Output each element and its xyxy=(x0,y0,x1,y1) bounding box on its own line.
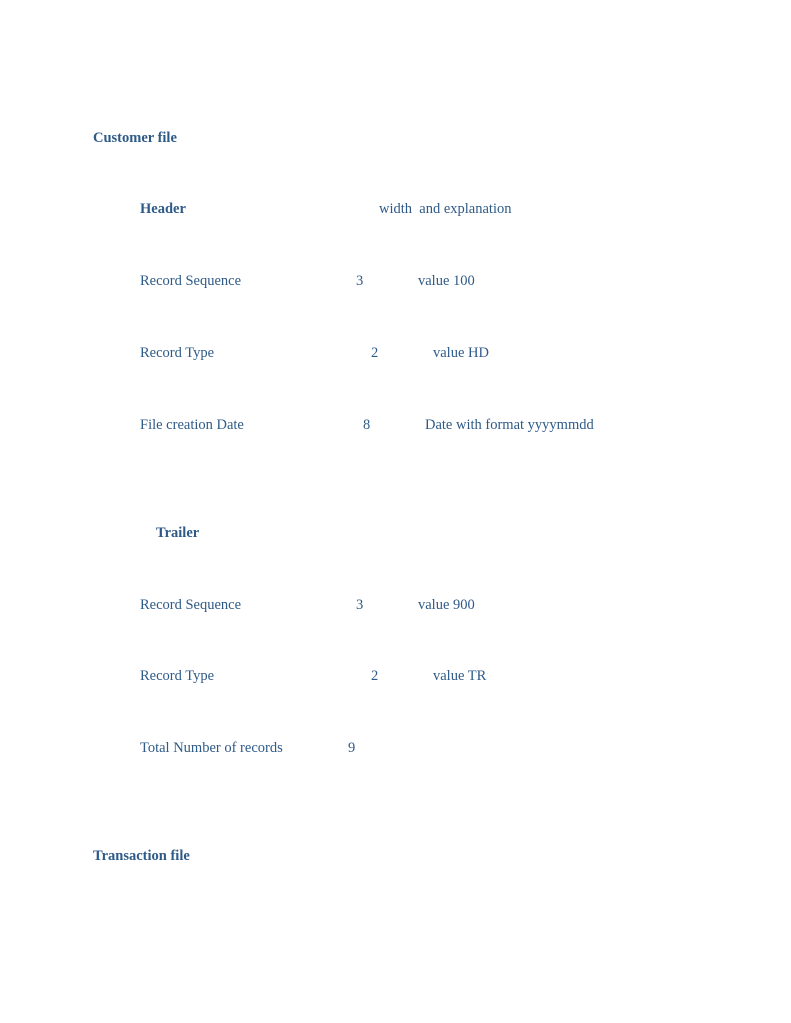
width-explanation-note: width and explanation xyxy=(379,201,512,217)
trailer-section-title: Trailer xyxy=(156,525,200,541)
trailer-row-width: 2 xyxy=(371,668,379,684)
header-row-field: File creation Date xyxy=(140,417,244,433)
header-row-width: 2 xyxy=(371,345,379,361)
trailer-row-width: 3 xyxy=(356,597,364,613)
header-row-field: Record Type xyxy=(140,345,215,361)
header-section-title: Header xyxy=(140,201,186,217)
trailer-row-explanation: value TR xyxy=(433,668,487,684)
trailer-row-width: 9 xyxy=(348,740,356,756)
header-row-explanation: value 100 xyxy=(418,273,475,289)
trailer-row-explanation: value 900 xyxy=(418,597,475,613)
header-row-explanation: value HD xyxy=(433,345,489,361)
trailer-row-field: Record Sequence xyxy=(140,597,242,613)
trailer-row-field: Total Number of records xyxy=(140,740,283,756)
customer-file-heading: Customer file xyxy=(93,130,177,146)
trailer-row-field: Record Type xyxy=(140,668,215,684)
transaction-file-heading: Transaction file xyxy=(93,848,190,864)
header-row-field: Record Sequence xyxy=(140,273,242,289)
header-row-explanation: Date with format yyyymmdd xyxy=(425,417,594,433)
header-row-width: 3 xyxy=(356,273,364,289)
header-row-width: 8 xyxy=(363,417,371,433)
